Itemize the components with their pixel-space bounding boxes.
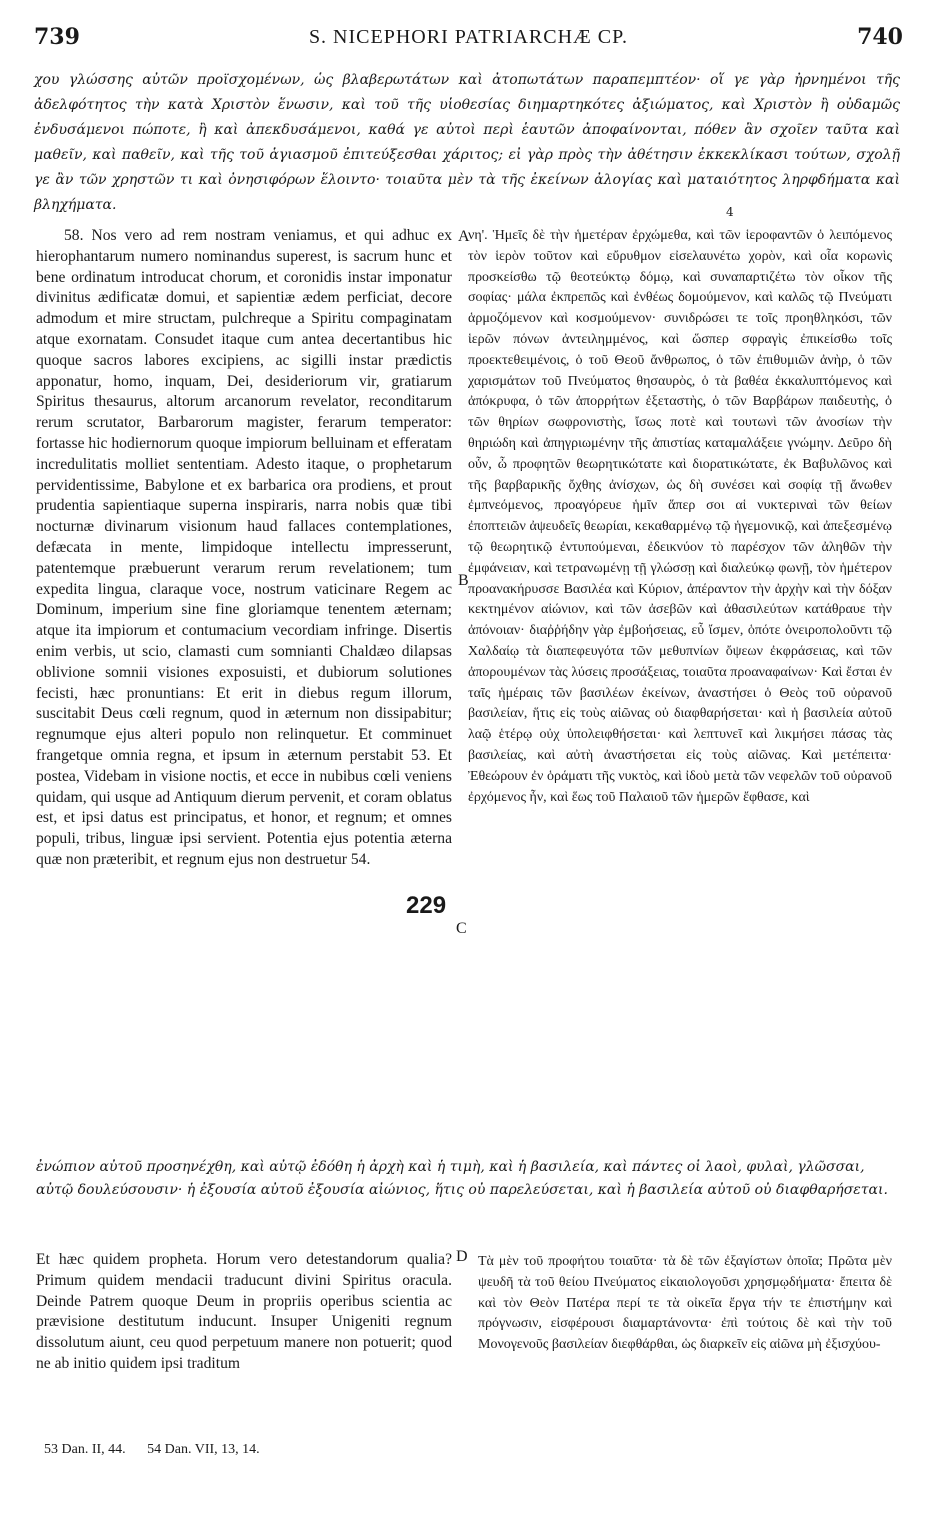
- margin-letter-d: D: [456, 1248, 468, 1265]
- latin-paragraph-lower: Et hæc quidem propheta. Horum vero detestandorum qualia? Primum quidem mendacii traducunt divini Spiritus oracula. Deinde Patrem quoque Deum in propriis operibus scientia ac prævisione destitutum inducunt. Insuper Unigeniti regnum dissolutum aiunt, ceu quod perpetuum manere non potuerit; quod ne ab initio quidem ipsi traditum: [36, 1251, 452, 1372]
- spanning-quotation: [36, 1156, 892, 1202]
- footnotes: [44, 1442, 278, 1458]
- page-number-left: 739: [34, 24, 80, 50]
- greek-column-lower: [478, 1252, 892, 1356]
- margin-letter-a: A: [458, 228, 470, 245]
- greek-paragraph-58: νη'. Ἡμεῖς δὲ τὴν ἡμετέραν ἐρχώμεθα, καὶ τῶν ἱεροφαντῶν ὁ λειπόμενος τὸν ἱερὸν τοῦτον καὶ εὔρυθμον εἰσελαυνέτω χορὸν, καὶ οἷα κορωνὶς προσκείσθω τῷ θεοτεύκτῳ δόμῳ, καὶ συναπαρτιζέτω τὸν οἶκον τῆς σοφίας· μάλα ἐκπρεπῶς καὶ ἐνθέως δομούμενον, καὶ καλῶς τῷ Πνεύματι ἁρμοζόμενον καὶ κοσμούμενον· συνιδρώσει τε τοῖς προηθληκόσι, τῶν ἱερῶν πόνων ἀντειλημμένος, καὶ ὥσπερ σφραγὶς ἐπικείσθω τοῖς προεκτεθειμένοις, ὁ τοῦ Θεοῦ ἄνθρωπος, ὁ τῶν ἐπιθυμιῶν ἀνὴρ, ὁ τῶν χαρισμάτων τοῦ Πνεύματος θησαυρὸς, ὁ τὰ βαθέα ἐκκαλυπτόμενος καὶ ἀπόκρυφα, ὁ τῶν ἀπορρήτων ἐξεταστὴς, ὁ τῶν Βαρβάρων παιδευτὴς, ὁ τῶν θηρίων σωφρονιστὴς, ἴσως ποτὲ καὶ τουτωνὶ τῶν ἀνοσίων τὴν θηριώδη καὶ ἀπηγριωμένην τῆς ἀπιστίας καταμαλάξειε γνώμην. Δεῦρο δὴ οὖν, ὦ προφητῶν θεωρητικώτατε καὶ διορατικώτατε, ἐκ Βαβυλῶνος καὶ τῆς βαρβαρικῆς ὄχθης ἀνίσχων, ὡς δὴ συνέσει καὶ σοφίᾳ τῇ ἄνωθεν ἐμπνεόμενος, προαγόρευε ἡμῖν ἅπερ σοι αἱ νυκτεριναὶ τῶν θείων ἐποπτειῶν ἀψευδεῖς θεωρίαι, κεκαθαρμένῳ τῷ ἡγεμονικῷ, καὶ ἀπεξεσμένῳ τῷ θεωρητικῷ ἐντυπούμεναι, ἐδεικνύον τὸ παρέσχον τῶν ἀληθῶν τὴν ἐμφάνειαν, καὶ τετρανωμένῃ τῇ γλώσσῃ καὶ διαλεύκῳ φωνῇ, τὸν ἡμέτερον προανακήρυσσε Βασιλέα καὶ Κύριον, ἀπέραντον τὴν ἀρχὴν καὶ τὴν δόξαν κεκτημένον αἰώνιον, καὶ τῶν ἀσεβῶν καὶ ἀθασιλεύτων κατάθραυε τὴν ἀπόνοιαν· διαῤῥήδην γὰρ ἐμβοήσειας, εὖ ἴσμεν, ὁπότε ὀνειροπολοῦντι τῷ Χαλδαίῳ τὰ διαπεφευγότα τῶν μεθυπνίων ὄψεων ἐκφράσειας, καὶ τῶν ἀπορουμένων τὰς λύσεις προσάξειας, τοιαῦτα προαναφαίνων· Καὶ ἔσται ἐν ταῖς ἡμέραις τῶν βασιλέων ἐκείνων, ἀναστήσει ὁ Θεὸς τοῦ οὐρανοῦ βασιλείαν, ἥτις εἰς τοὺς αἰῶνας οὐ διαφθαρήσεται· καὶ ἡ βασιλεία αὐτοῦ λαῷ ἑτέρῳ οὐχ ὑπολειφθήσεται· καὶ λεπτυνεῖ καὶ λικμήσει πάσας τὰς βασιλείας, καὶ αὐτὴ ἀναστήσεται εἰς τοὺς αἰῶνας. Καὶ μετέπειτα· Ἐθεώρουν ἐν ὁράματι τῆς νυκτὸς, καὶ ἰδοὺ μετὰ τῶν νεφελῶν τοῦ οὐρανοῦ ἐρχόμενος ἦν, καὶ ἕως τοῦ Παλαιοῦ τῶν ἡμερῶν ἔφθασε, καὶ: [468, 228, 892, 805]
- column-number: 229: [406, 892, 447, 919]
- top-greek-text: χου γλώσσης αὐτῶν προϊσχομένων, ὡς βλαβερωτάτων καὶ ἀτοπωτάτων παραπεμπτέον· οἵ γε γὰρ ἠρνημένοι τῆς ἀδελφότητος τὴν κατὰ Χριστὸν ἕνωσιν, καὶ τοῦ τῆς υἱοθεσίας διημαρτηκότες ἀξιώματος, καὶ Χριστὸν ἢ οὐδαμῶς ἐνδυσάμενοι πώποτε, ἢ καὶ ἀπεκδυσάμενοι, καθά γε αὐτοὶ περὶ ἑαυτῶν ἀποφαίνονται, πόθεν ἂν σχοῖεν ταῦτα καὶ μαθεῖν, καὶ παθεῖν, καὶ τῆς τοῦ ἁγιασμοῦ ἐπιτεύξεσθαι χάριτος; εἰ γὰρ πρὸς τὴν ἀθέτησιν ἐκκεκλίκασι τούτων, σχολῇ γε ἂν τῶν χρηστῶν τι καὶ ὀνησιφόρων ἕλοιντο· τοιαῦτα μὲν τὰ τῆς ἐκείνων ἀλογίας καὶ ματαιότητος ληρφδήματα καὶ βληχήματα.: [34, 72, 900, 213]
- margin-letter-c: C: [456, 920, 467, 937]
- greek-column: [468, 226, 892, 808]
- latin-paragraph-58: 58. Nos vero ad rem nostram veniamus, et qui adhuc ex hierophantarum numero nominandus superest, is sacrum hunc et bene ordinatum introducat chorum, et coronidis instar imponatur divinitus ædificatæ domui, et sapientiæ ædem perficiat, decore admodum et mire structam, pulchreque a Spiritu compaginatam atque exornatam. Consudet itaque cum antea decertantibus hic quoque sacros labores excipiens, ac sigilli instar prædictis apponatur, homo, inquam, Dei, desideriorum vir, gratiarum Spiritus thesaurus, altorum arcanorum revelator, reconditarum rerum scrutator, Barbarorum magister, ferarum temperator: fortasse hic hodiernorum quoque impiorum belluinam et efferatam incredulitatis molliet sententiam. Adesto itaque, o prophetarum pervidentissime, Babylone et ex barbarica ora prodiens, et prout prudentia sapientiaque superna inspiraris, narra nobis quæ tibi nocturnæ divinarum visionum haud fallaces contemplationes, defæcata in mente, limpidoque intellectu impresserunt, patentemque præbuerunt verarum rerum revelationem; tum expedita lingua, claraque voce, nostrum vaticinare Regem ac Dominum, imperium sine fine gloriamque tenentem æternam; atque ita impiorum et contumacium vecordiam infringe. Disertis enim verbis, ut scio, clamasti cum somnianti Chaldæo dilapsas oblivione somnii visiones exposuisti, et dubiorum solutiones fecisti, hæc pronuntians: Et erit in diebus regum illorum, suscitabit Deus cœli regnum, quod in æternum non dissipabitur; regnumque ejus alteri populo non relinquetur. Et comminuet frangetque omnia regna, et ipsum in æternum perstabit 53. Et postea, Videbam in visione noctis, et ecce in nubibus cœli veniens quidam, qui usque ad Antiquum dierum pervenit, et coram oblatus est, et ipsi datus est principatus, et honor, et regnum; et omnes populi, tribus, linguæ ipsi servient. Potentia ejus potentia æterna quæ non præteribit, et regnum ejus non destruetur 54.: [36, 227, 452, 868]
- latin-column-lower: [36, 1250, 452, 1375]
- page-number-right: 740: [857, 24, 903, 50]
- top-greek-paragraph: [34, 68, 900, 218]
- footnote-53: 53 Dan. II, 44.: [44, 1442, 126, 1457]
- footnote-54: 54 Dan. VII, 13, 14.: [147, 1442, 260, 1457]
- greek-paragraph-lower: Τὰ μὲν τοῦ προφήτου τοιαῦτα· τὰ δὲ τῶν ἐξαγίστων ὁποῖα; Πρῶτα μὲν ψευδῆ τὰ τοῦ θείου Πνεύματος εἰκαιολογοῦσι χρησμῳδήματα· ἔπειτα δὲ καὶ τὸν Θεὸν Πατέρα περί τε τὰ οἰκεῖα ἔργα τήν τε ἐπιστήμην καὶ πρόγνωσιν, εἰσφέρουσι διαμαρτάνοντα· ἐπὶ τούτοις δὲ καὶ τὴν τοῦ Μονογενοῦς βασιλείαν διεφθάρθαι, ὡς διαρκεῖν εἰς αἰῶνα μὴ ἐξισχύου-: [478, 1254, 892, 1353]
- latin-column: [36, 226, 452, 871]
- running-title: S. NICEPHORI PATRIARCHÆ CP.: [308, 26, 629, 48]
- spanning-greek-text: ἐνώπιον αὐτοῦ προσηνέχθη, καὶ αὐτῷ ἐδόθη ἡ ἀρχὴ καὶ ἡ τιμὴ, καὶ ἡ βασιλεία, καὶ πάντες οἱ λαοὶ, φυλαὶ, γλῶσσαι, αὐτῷ δουλεύσουσιν· ἡ ἐξουσία αὐτοῦ ἐξουσία αἰώνιος, ἥτις οὐ παρελεύσεται, καὶ ἡ βασιλεία αὐτοῦ οὐ διαφθαρήσεται.: [36, 1159, 888, 1198]
- section-mark: 4: [726, 205, 734, 219]
- margin-letter-b: B: [458, 572, 469, 589]
- page-header: [34, 24, 903, 58]
